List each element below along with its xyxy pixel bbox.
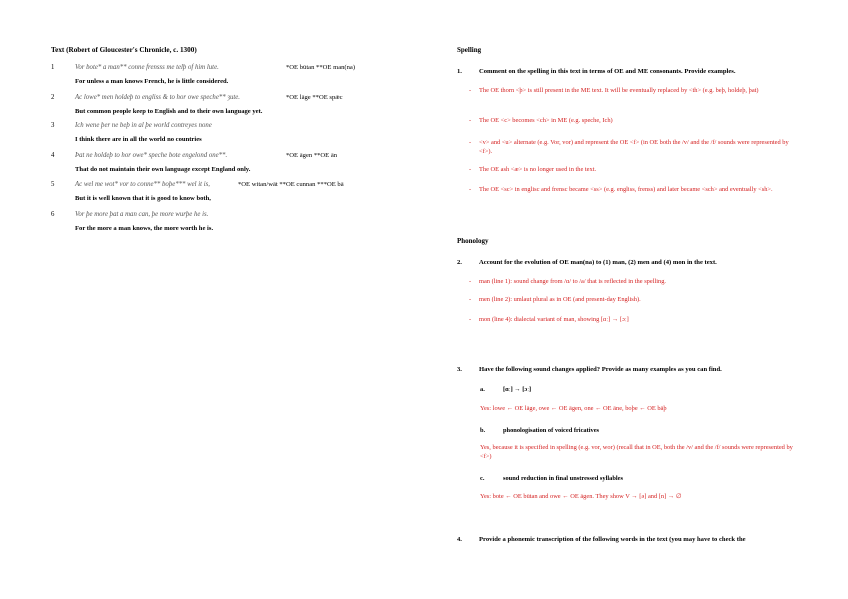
spelling-heading: Spelling <box>457 46 482 54</box>
part-title: [ɑː] → [ɔː] <box>503 386 532 393</box>
middle-english-line: Vor bote* a man** conne frensss me telþ of him lute. <box>75 64 219 71</box>
answer-text: The OE <sc> in englisc and frensc became <ss> (e.g. engliss, frenss) and later became <sch> and eventually <sh>. <box>479 186 773 193</box>
question-4-number: 4. <box>457 536 462 543</box>
etymology-note: *OE būtan **OE man(na) <box>286 64 356 71</box>
etymology-note: *OE āgen **OE ān <box>286 152 338 159</box>
middle-english-line: Ac wel me wot* vor to conne** boþe*** wel it is, <box>75 181 210 188</box>
answer-text: The OE <c> becomes <ch> in ME (e.g. speche, Ich) <box>479 117 613 124</box>
answer-text: men (line 2): umlaut plural as in OE (and present-day English). <box>479 296 641 303</box>
line-number: 3 <box>51 122 55 129</box>
part-title: phonologisation of voiced fricatives <box>503 427 600 434</box>
line-number: 2 <box>51 94 55 101</box>
part-label: b. <box>480 427 486 434</box>
answer-text: The OE thorn <þ> is still present in the ME text. It will be eventually replaced by <th> (e.g. beþ, holdeþ, þat) <box>479 87 759 94</box>
part-label: a. <box>480 386 485 393</box>
question-1-text: Comment on the spelling in this text in terms of OE and ME consonants. Provide examples. <box>479 68 736 75</box>
question-3-number: 3. <box>457 366 462 373</box>
phonology-heading: Phonology <box>457 237 489 245</box>
part-answer: Yes: lowe ← OE lāge, owe ← OE āgen, one ← OE āne, boþe ← OE bāþ <box>480 405 667 412</box>
text-title: Text (Robert of Gloucester's Chronicle, c. 1300) <box>51 46 197 54</box>
part-answer: Yes: bote ← OE būtan and owe ← OE āgen. They show V → [ə] and [n] → ∅ <box>480 493 682 500</box>
middle-english-line: Þat ne holdeþ to hor owe* speche bote engelond one**. <box>75 152 228 159</box>
bullet-dash: - <box>469 278 472 285</box>
bullet-dash: - <box>469 139 472 146</box>
middle-english-line: Ich wene þer ne beþ in al þe world contreyes none <box>75 122 212 129</box>
answer-text: mon (line 4): dialectal variant of man, showing [ɑː] → [ɔː] <box>479 316 629 323</box>
bullet-dash: - <box>469 186 472 193</box>
line-number: 1 <box>51 64 55 71</box>
line-number: 6 <box>51 211 55 218</box>
etymology-note: *OE lāge **OE spǣc <box>286 94 343 101</box>
question-1-number: 1. <box>457 68 462 75</box>
bullet-dash: - <box>469 166 472 173</box>
bullet-dash: - <box>469 117 472 124</box>
part-label: c. <box>480 475 485 482</box>
bullet-dash: - <box>469 87 472 94</box>
part-title: sound reduction in final unstressed syllables <box>503 475 623 482</box>
middle-english-line: Vor þe more þat a man can, þe more wurþe he is. <box>75 211 209 218</box>
question-2-text: Account for the evolution of OE man(na) to (1) man, (2) men and (4) mon in the text. <box>479 259 717 266</box>
line-number: 5 <box>51 181 55 188</box>
answer-text: The OE ash <æ> is no longer used in the text. <box>479 166 597 173</box>
translation-line: But it is well known that it is good to know both, <box>75 195 211 202</box>
part-answer: Yes, because it is specified in spelling (e.g. vor, wor) (recall that in OE, both the /v/ and the /f/ sounds were represented by <f>) <box>480 444 793 460</box>
etymology-note: *OE witan/wāt **OE cunnan ***OE bā <box>238 181 344 188</box>
answer-text: man (line 1): sound change from /ɑ/ to /a/ that is reflected in the spelling. <box>479 278 667 285</box>
translation-line: For unless a man knows French, he is little considered. <box>75 78 229 85</box>
middle-english-line: Ac lowe* men holdeþ to engliss & to hor owe speche** ȝute. <box>75 94 241 101</box>
translation-line: I think there are in all the world no countries <box>75 136 202 143</box>
question-4-text: Provide a phonemic transcription of the following words in the text (you may have to check the <box>479 536 746 543</box>
translation-line: For the more a man knows, the more worth he is. <box>75 225 214 232</box>
line-number: 4 <box>51 152 55 159</box>
question-2-number: 2. <box>457 259 462 266</box>
translation-line: That do not maintain their own language except England only. <box>75 166 251 173</box>
question-3-text: Have the following sound changes applied? Provide as many examples as you can find. <box>479 366 722 373</box>
answer-text: <v> and <u> alternate (e.g. Vor, vor) and represent the OE <f> (in OE both the /v/ and the /f/ sounds were represented by <f>). <box>479 139 789 155</box>
bullet-dash: - <box>469 296 472 303</box>
translation-line: But common people keep to English and to their own language yet. <box>75 108 263 115</box>
bullet-dash: - <box>469 316 472 323</box>
